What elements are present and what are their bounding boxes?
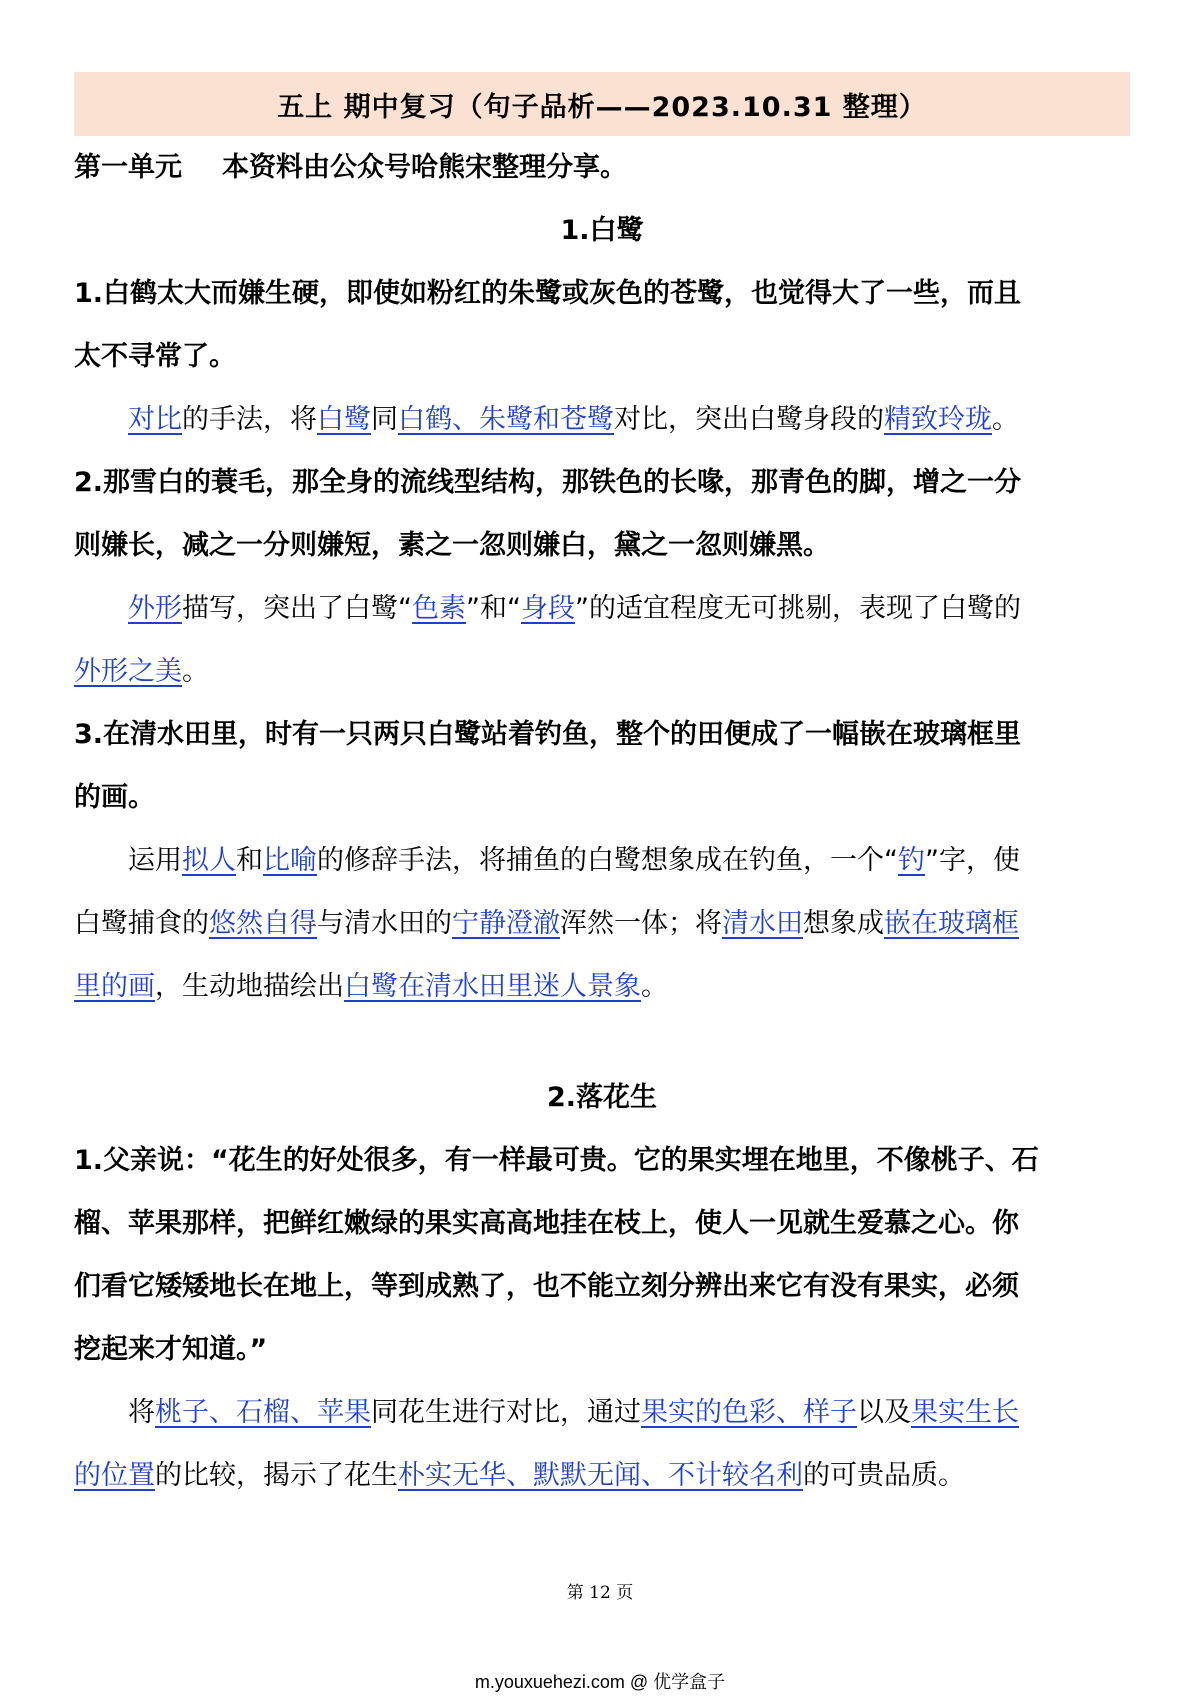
page-title: 五上 期中复习（句子品析——2023.10.31 整理） (277, 91, 927, 123)
keyword: 白鹭 (317, 404, 371, 435)
keyword: 外形之美 (74, 656, 182, 687)
analysis-line: 外形描写，突出了白鹭“色素”和“身段”的适宜程度无可挑剔，表现了白鹭的 (128, 593, 1021, 624)
keyword: 悠然自得 (209, 908, 317, 939)
keyword: 果实的色彩、样子 (641, 1397, 857, 1428)
keyword: 对比 (128, 404, 182, 435)
analysis-line: 里的画，生动地描绘出白鹭在清水田里迷人景象。 (74, 971, 668, 1002)
keyword: 精致玲珑 (884, 404, 992, 435)
document-page (74, 72, 1130, 1507)
unit-label: 第一单元 (74, 152, 182, 183)
analysis-line: 运用拟人和比喻的修辞手法，将捕鱼的白鹭想象成在钓鱼，一个“钓”字，使 (128, 845, 1020, 876)
sentence-line: 则嫌长，减之一分则嫌短，素之一忽则嫌白，黛之一忽则嫌黑。 (74, 530, 830, 561)
keyword: 的位置 (74, 1460, 155, 1491)
keyword: 白鹭在清水田里迷人景象 (344, 971, 641, 1002)
sentence-line: 的画。 (74, 782, 155, 813)
keyword: 外形 (128, 593, 182, 624)
unit-note: 本资料由公众号哈熊宋整理分享。 (222, 152, 627, 183)
keyword: 拟人 (182, 845, 236, 876)
keyword: 宁静澄澈 (452, 908, 560, 939)
analysis-line: 的位置的比较，揭示了花生朴实无华、默默无闻、不计较名利的可贵品质。 (74, 1460, 965, 1491)
sentence-line: 1.父亲说：“花生的好处很多，有一样最可贵。它的果实埋在地里，不像桃子、石 (74, 1145, 1039, 1176)
keyword: 白鹤、朱鹭和苍鹭 (398, 404, 614, 435)
sentence-line: 太不寻常了。 (74, 341, 236, 372)
keyword: 比喻 (263, 845, 317, 876)
lesson-title: 1.白鹭 (560, 215, 644, 246)
analysis-line: 对比的手法，将白鹭同白鹤、朱鹭和苍鹭对比，突出白鹭身段的精致玲珑。 (128, 404, 1019, 435)
keyword: 色素 (412, 593, 466, 624)
analysis-line: 将桃子、石榴、苹果同花生进行对比，通过果实的色彩、样子以及果实生长 (128, 1397, 1019, 1428)
keyword: 钓 (898, 845, 925, 876)
keyword: 果实生长 (911, 1397, 1019, 1428)
sentence-line: 榴、苹果那样，把鲜红嫩绿的果实高高地挂在枝上，使人一见就生爱慕之心。你 (74, 1208, 1019, 1239)
sentence-line: 2.那雪白的蓑毛，那全身的流线型结构，那铁色的长喙，那青色的脚，增之一分 (74, 467, 1022, 498)
page-number: 第 12 页 (566, 1583, 634, 1603)
page-title-banner (74, 72, 1130, 136)
keyword: 身段 (520, 593, 575, 624)
footer-watermark: m.youxuehezi.com @ 优学盒子 (474, 1672, 726, 1692)
keyword: 嵌在玻璃框 (884, 908, 1019, 939)
keyword: 清水田 (722, 908, 803, 939)
sentence-line: 们看它矮矮地长在地上，等到成熟了，也不能立刻分辨出来它有没有果实，必须 (74, 1271, 1019, 1302)
section-spacer (74, 1018, 1130, 1066)
unit-heading (74, 136, 1130, 199)
sentence-line: 3.在清水田里，时有一只两只白鹭站着钓鱼，整个的田便成了一幅嵌在玻璃框里 (74, 719, 1022, 750)
sentence-line: 1.白鹤太大而嫌生硬，即使如粉红的朱鹭或灰色的苍鹭，也觉得大了一些，而且 (74, 278, 1022, 309)
sentence-line: 挖起来才知道。” (74, 1334, 268, 1365)
keyword: 朴实无华、默默无闻、不计较名利 (398, 1460, 803, 1491)
analysis-line: 白鹭捕食的悠然自得与清水田的宁静澄澈浑然一体；将清水田想象成嵌在玻璃框 (74, 908, 1019, 939)
keyword: 里的画 (74, 971, 155, 1002)
analysis-line: 外形之美。 (74, 656, 209, 687)
keyword: 桃子、石榴、苹果 (155, 1397, 371, 1428)
lesson-title: 2.落花生 (546, 1082, 658, 1113)
